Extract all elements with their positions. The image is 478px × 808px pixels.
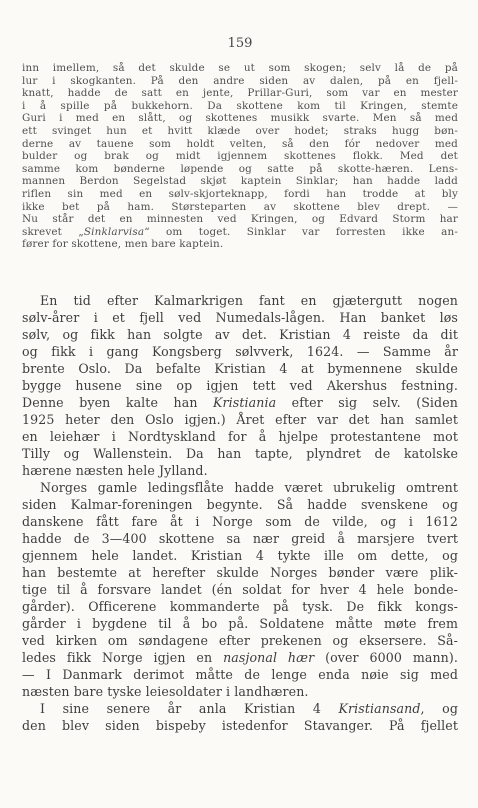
text-line: ved kirken om søndagene efter prekenen og eksersere. Så-: [22, 633, 458, 648]
text-line: den blev siden bispeby istedenfor Stavanger. På fjellet: [22, 718, 458, 733]
text-line: sølv, og fikk han solgte av det. Kristian 4 reiste da dit: [22, 327, 458, 342]
text-line: han bestemte at herefter skulde Norges bønder være plik-: [22, 565, 458, 580]
text-line: skrevet „Sinklarvisa“ om toget. Sinklar var forresten ikke an-: [22, 225, 458, 238]
footnote-block: [22, 62, 458, 251]
text-line: og fikk i gang Kongsberg sølvverk, 1624. — Samme år: [22, 344, 458, 359]
text-line: ikke bet på ham. Størsteparten av skottene blev drept. —: [22, 200, 458, 213]
book-page: [22, 0, 458, 808]
text-line: gårder i bygdene til å bo på. Soldatene måtte møte frem: [22, 616, 458, 631]
text-line: danskene fått fare åt i Norge som de vilde, og i 1612: [22, 514, 458, 529]
paragraph-2: [22, 479, 458, 700]
text-line: en leiehær i Nordtyskland for å hjelpe protestantene mot: [22, 429, 458, 444]
text-line: Tilly og Wallenstein. Da han tapte, plyndret de katolske: [22, 446, 458, 461]
main-text: [22, 292, 458, 734]
text-line: siden Kalmar-foreningen begynte. Så hadde svenskene og: [22, 497, 458, 512]
text-line: Denne byen kalte han Kristiania efter sig selv. (Siden: [22, 395, 458, 410]
text-line: riflen sin med en sølv-skjorteknapp, fordi han trodde at bly: [22, 187, 458, 200]
text-line: inn imellem, så det skulde se ut som skogen; selv lå de på: [22, 62, 458, 74]
text-line: Norges gamle ledingsflåte hadde været ubrukelig omtrent: [40, 480, 458, 495]
text-line: sølv-årer i et fjell ved Numedals-lågen. Han banket løs: [22, 310, 458, 325]
text-line: Nu står det en minnesten ved Kringen, og Edvard Storm har: [22, 213, 458, 226]
text-line: gjennem hele landet. Kristian 4 tykte ille om dette, og: [22, 548, 458, 563]
text-line: bygge husene sine op igjen tett ved Akershus festning.: [22, 378, 458, 393]
text-line: hadde de 3—400 skottene sa nær greid å marsjere tvert: [22, 531, 458, 546]
text-line: mannen Berdon Segelstad skjøt kaptein Sinklar; han hadde ladd: [22, 175, 458, 188]
page-number: 159: [227, 36, 253, 51]
paragraph-1: [22, 292, 458, 479]
text-line: fører for skottene, men bare kaptein.: [22, 238, 224, 251]
text-line: brente Oslo. Da befalte Kristian 4 at bymennene skulde: [22, 361, 458, 376]
text-line: ledes fikk Norge igjen en nasjonal hær (over 6000 mann).: [22, 650, 459, 665]
text-line: hærene næsten hele Jylland.: [22, 463, 208, 478]
text-line: 1925 heter den Oslo igjen.) Året efter var det han samlet: [22, 412, 458, 427]
text-line: samme kom bønderne løpende og satte på skotte-hæren. Lens-: [22, 162, 458, 175]
text-line: næsten bare tyske leiesoldater i landhæren.: [22, 684, 309, 699]
text-line: Guri i med en slått, og skottenes musikk svarte. Men så med: [22, 112, 458, 125]
text-line: i å spille på bukkehorn. Da skottene kom til Kringen, stemte: [22, 99, 458, 112]
paragraph-3: [22, 700, 458, 734]
text-line: tige til å forsvare landet (én soldat for hver 4 hele bonde-: [22, 582, 458, 597]
text-line: derne av tauene som holdt velten, så den fór nedover med: [22, 137, 458, 150]
text-line: lur i skogkanten. På den andre siden av dalen, på en fjell-: [22, 74, 458, 87]
text-line: gårder). Officerene kommanderte på tysk. De fikk kongs-: [22, 599, 458, 614]
text-line: knatt, hadde de satt en jente, Prillar-Guri, som var en mester: [22, 87, 458, 100]
text-line: I sine senere år anla Kristian 4 Kristiansand, og: [40, 701, 458, 716]
text-line: bulder og brak og midt igjennem skottenes flokk. Med det: [22, 150, 458, 163]
text-line: En tid efter Kalmarkrigen fant en gjætergutt nogen: [40, 293, 458, 308]
text-line: — I Danmark derimot måtte de lenge enda nøie sig med: [22, 667, 458, 682]
text-line: ett svinget hun et hvitt klæde over hodet; straks hugg bøn-: [22, 124, 458, 137]
